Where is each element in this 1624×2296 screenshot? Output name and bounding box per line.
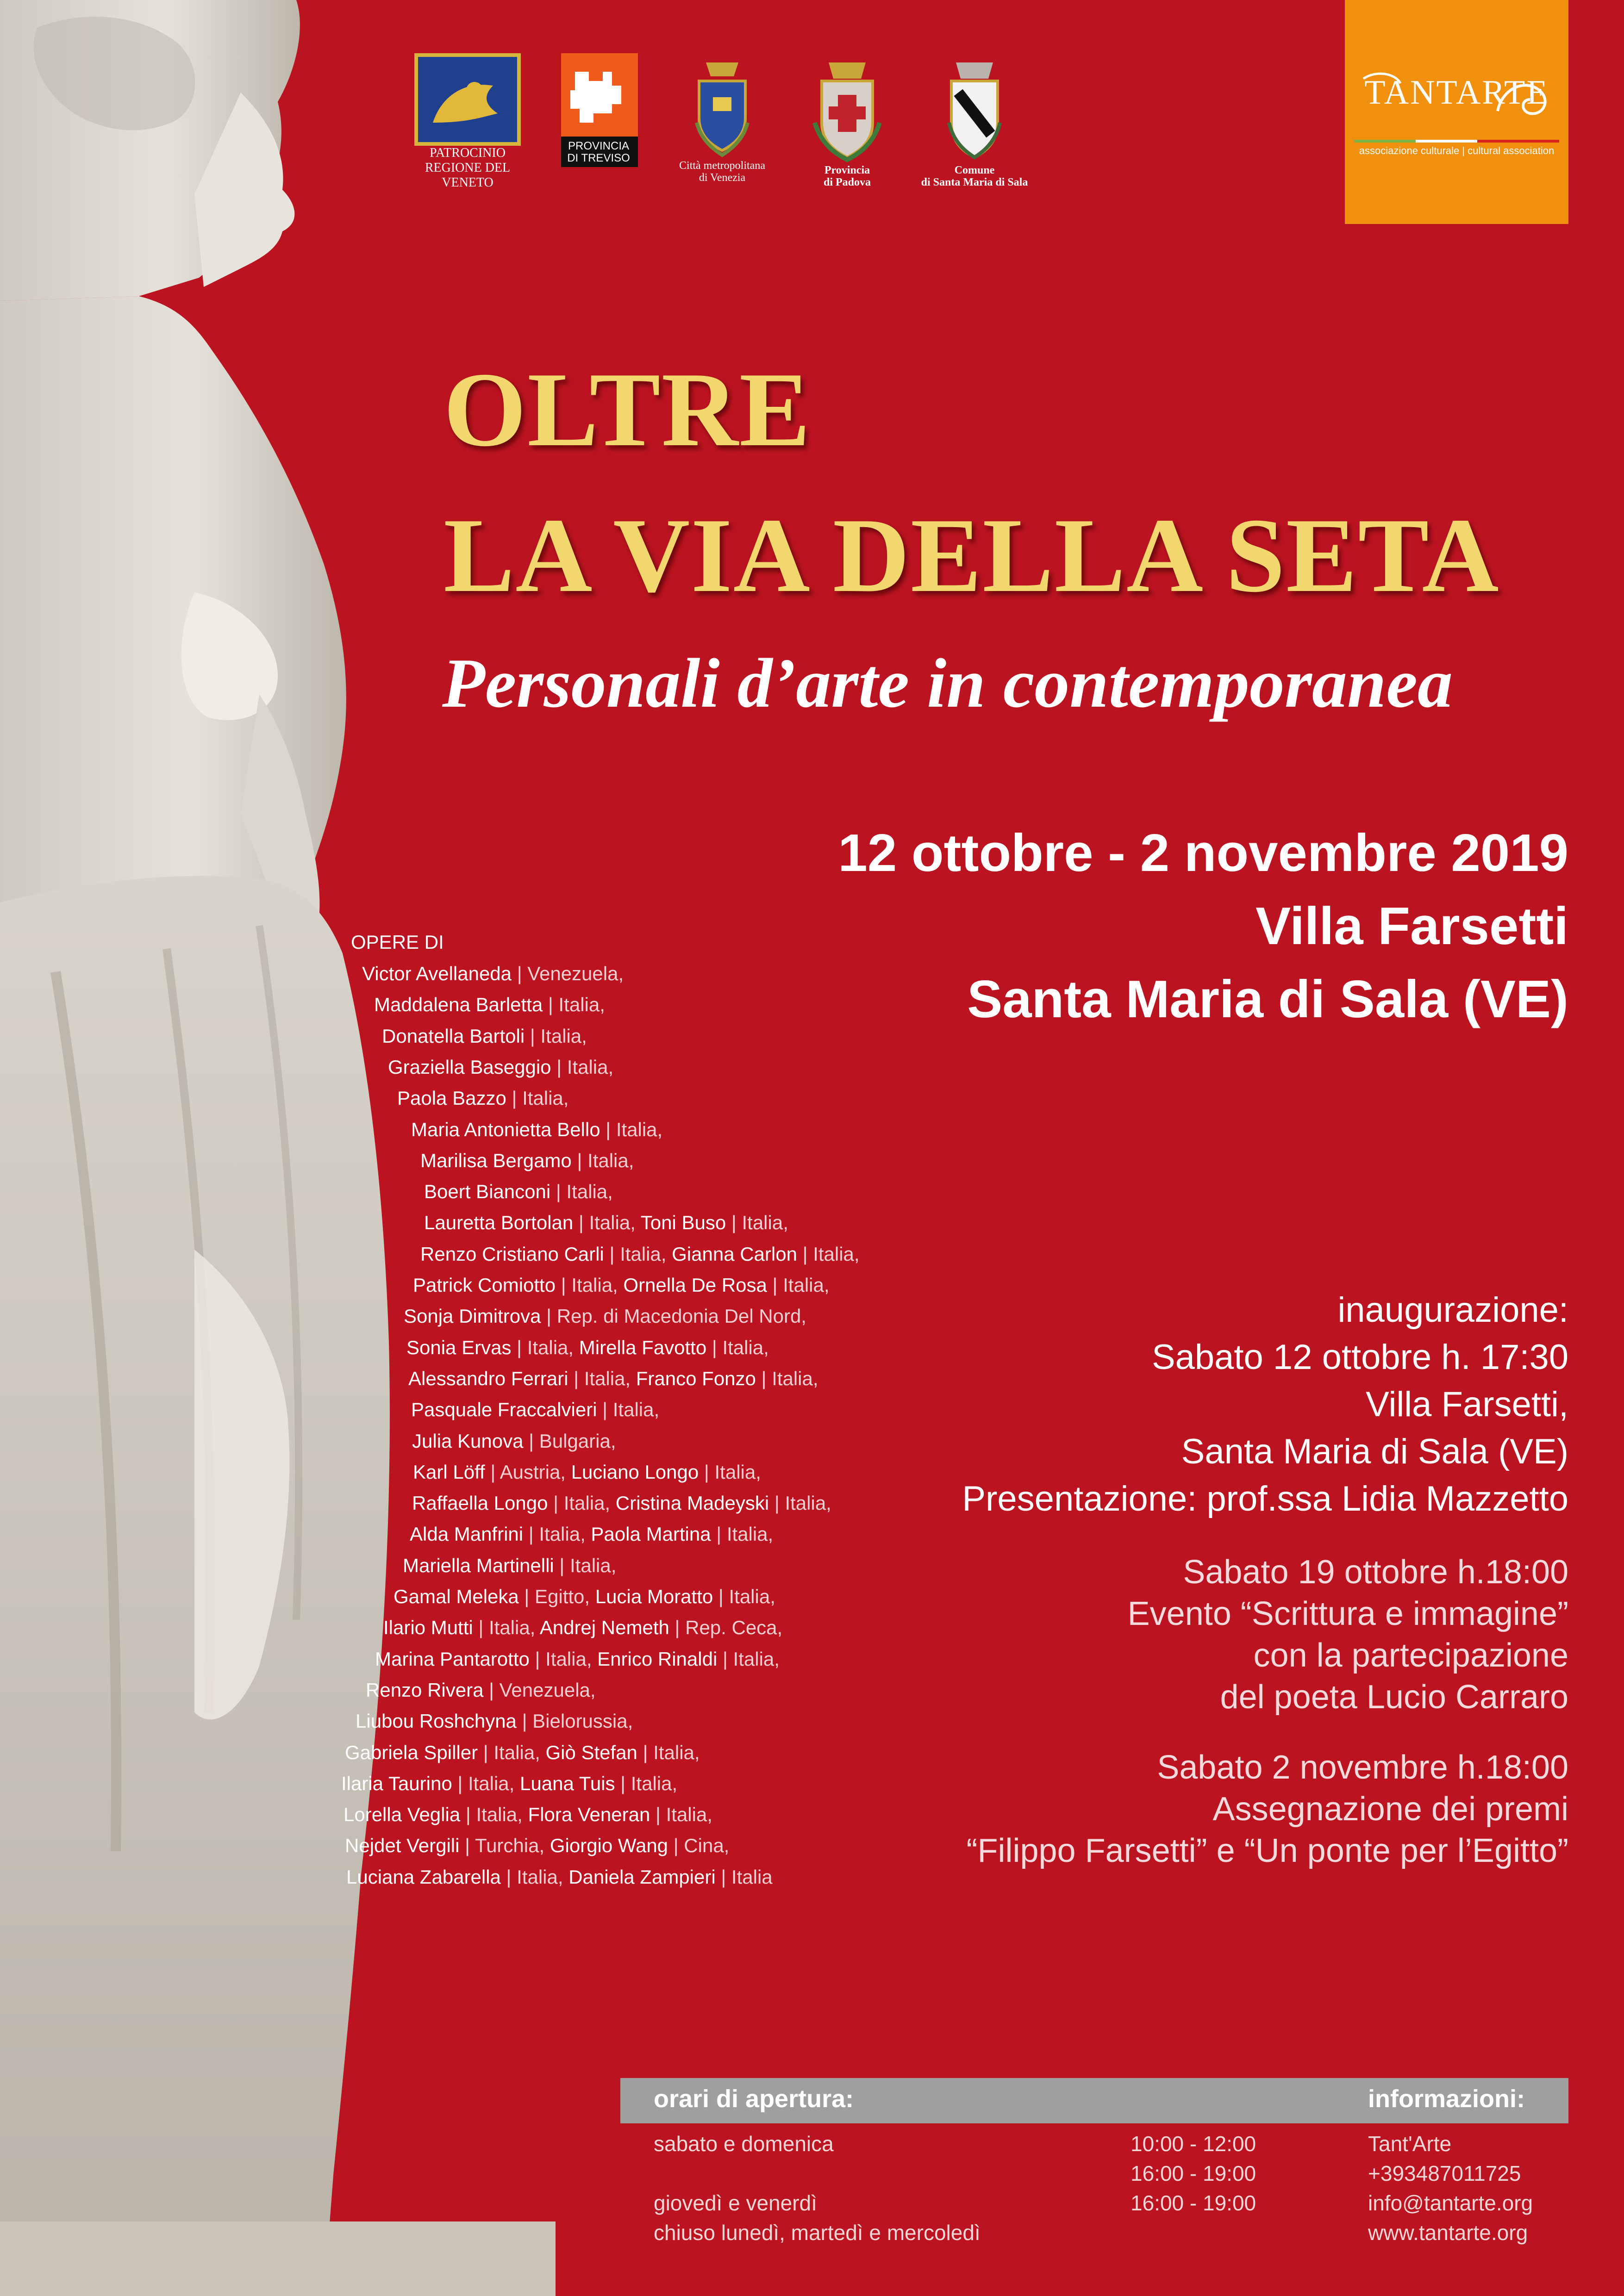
event2-line: Sabato 19 ottobre h.18:00	[1183, 1554, 1568, 1591]
artist-row	[403, 1556, 616, 1576]
artist-row	[411, 1120, 662, 1140]
artist-name: Julia Kunova	[412, 1430, 524, 1452]
artist-row	[375, 1649, 780, 1669]
artist-country: Italia,	[476, 1804, 523, 1825]
artist-row	[420, 1244, 860, 1264]
inauguration-heading: inaugurazione:	[1337, 1290, 1568, 1330]
artist-row	[356, 1711, 633, 1731]
artist-country: Austria,	[500, 1461, 566, 1483]
artist-row	[420, 1151, 634, 1171]
separator: |	[715, 1866, 731, 1888]
artist-country: Italia,	[785, 1492, 831, 1514]
logo-caption: PROVINCIA	[568, 140, 630, 152]
artist-country: Italia,	[733, 1648, 780, 1670]
artist-row	[366, 1680, 596, 1700]
artist-country: Italia,	[666, 1804, 712, 1825]
inauguration-line: Villa Farsetti,	[1366, 1385, 1568, 1424]
info-website[interactable]: www.tantarte.org	[1368, 2221, 1528, 2245]
info-phone: +393487011725	[1368, 2161, 1521, 2185]
artist-name: Flora Veneran	[528, 1804, 650, 1825]
separator: |	[604, 1243, 620, 1265]
artist-name: Daniela Zampieri	[568, 1866, 716, 1888]
artist-name: Lorella Veglia	[344, 1804, 461, 1825]
separator: |	[711, 1523, 727, 1545]
hours-day-line	[654, 2159, 981, 2188]
separator: |	[511, 1337, 527, 1358]
artist-row	[413, 1462, 761, 1482]
tantarte-logo	[1345, 0, 1568, 224]
title-line-2: LA VIA DELLA SETA	[443, 496, 1500, 614]
logo-caption: REGIONE DEL VENETO	[425, 161, 511, 190]
artist-name: Ilario Mutti	[383, 1617, 473, 1638]
event-dates: 12 ottobre - 2 novembre 2019	[838, 824, 1568, 883]
logo-caption: di Santa Maria di Sala	[921, 176, 1028, 188]
artist-name: Marilisa Bergamo	[420, 1150, 572, 1171]
artist-name: Lauretta Bortolan	[424, 1212, 574, 1233]
artist-country: Bielorussia,	[532, 1710, 633, 1732]
artist-country: Italia,	[570, 1555, 617, 1576]
logo-comune-santa-maria-di-sala	[914, 53, 1035, 188]
artist-row	[345, 1742, 700, 1763]
artist-country: Italia,	[589, 1212, 636, 1233]
artist-name: Giorgio Wang	[550, 1835, 668, 1856]
artist-row	[408, 1369, 818, 1389]
artist-name: Patrick Comiotto	[413, 1274, 556, 1296]
artist-name: Gamal Meleka	[394, 1586, 519, 1607]
artist-country: Venezuela,	[527, 963, 624, 984]
separator: |	[756, 1368, 772, 1389]
winged-lion-icon	[414, 53, 521, 146]
event2-line: Evento “Scrittura e immagine”	[1127, 1595, 1568, 1632]
separator: |	[548, 1492, 564, 1514]
artists-heading: OPERE DI	[351, 931, 444, 953]
artist-row	[394, 1587, 775, 1607]
artist-country: Italia,	[612, 1399, 660, 1420]
logo-caption: di Padova	[823, 176, 871, 188]
separator: |	[512, 963, 528, 984]
artist-country: Italia,	[653, 1742, 700, 1763]
tantarte-tagline: associazione culturale | cultural association	[1359, 145, 1555, 156]
artist-name: Boert Bianconi	[424, 1181, 551, 1202]
artist-name: Pasquale Fraccalvieri	[411, 1399, 597, 1420]
artist-name: Renzo Rivera	[366, 1679, 484, 1701]
artist-row	[362, 964, 624, 984]
event3-line: “Filippo Farsetti” e “Un ponte per l’Egitto”	[966, 1832, 1568, 1869]
artist-country: Italia,	[545, 1648, 592, 1670]
hours-time-line: 16:00 - 19:00	[1131, 2191, 1256, 2215]
artist-country: Italia,	[726, 1523, 774, 1545]
artist-row	[344, 1804, 712, 1825]
artist-row	[413, 1275, 830, 1295]
event2-line: del poeta Lucio Carraro	[1220, 1679, 1568, 1716]
separator: |	[726, 1212, 742, 1233]
separator: |	[460, 1804, 476, 1825]
artist-row	[346, 1867, 773, 1887]
hours-days	[654, 2129, 981, 2247]
logo-caption: Città metropolitana	[679, 160, 765, 172]
artist-row	[388, 1057, 613, 1077]
artist-country: Egitto,	[535, 1586, 590, 1607]
artist-country: Italia,	[540, 1025, 587, 1047]
artist-name: Luciano Longo	[571, 1461, 699, 1483]
artist-country: Italia,	[493, 1742, 540, 1763]
tantarte-name: TANTARTE	[1364, 74, 1549, 112]
artist-country: Italia,	[468, 1773, 515, 1794]
artist-country: Italia,	[567, 1056, 614, 1078]
title-line-1: OLTRE	[443, 350, 812, 468]
separator: |	[500, 1866, 517, 1888]
event-town: Santa Maria di Sala (VE)	[967, 970, 1568, 1029]
artist-row	[412, 1431, 616, 1451]
artist-name: Donatella Bartoli	[382, 1025, 525, 1047]
santa-maria-crest-icon	[937, 53, 1012, 164]
inauguration-line: Presentazione: prof.ssa Lidia Mazzetto	[962, 1479, 1568, 1518]
separator: |	[525, 1025, 541, 1047]
tantarte-stripe	[1354, 140, 1559, 143]
separator: |	[459, 1835, 475, 1856]
artist-name: Karl Löff	[413, 1461, 485, 1483]
artist-row	[383, 1618, 782, 1638]
artist-country: Italia,	[488, 1617, 536, 1638]
hours-day-line: chiuso lunedì, martedì e mercoledì	[654, 2221, 981, 2245]
hours-day-line: giovedì e venerdì	[654, 2191, 817, 2215]
separator: |	[551, 1056, 567, 1078]
artist-row	[424, 1182, 613, 1202]
artist-name: Maria Antonietta Bello	[411, 1119, 600, 1140]
event3-line: Assegnazione dei premi	[1212, 1791, 1568, 1828]
separator: |	[523, 1430, 539, 1452]
artist-name: Graziella Baseggio	[388, 1056, 551, 1078]
separator: |	[473, 1617, 489, 1638]
artist-name: Giò Stefan	[545, 1742, 637, 1763]
artist-country: Italia,	[772, 1368, 818, 1389]
separator: |	[597, 1399, 613, 1420]
inauguration-line: Sabato 12 ottobre h. 17:30	[1151, 1338, 1568, 1377]
inauguration-line: Santa Maria di Sala (VE)	[1181, 1432, 1568, 1471]
artist-name: Maddalena Barletta	[374, 994, 543, 1015]
separator: |	[506, 1087, 523, 1109]
separator: |	[568, 1368, 584, 1389]
artist-row	[406, 1338, 769, 1358]
program-block	[962, 1287, 1568, 1872]
artist-country: Italia	[731, 1866, 773, 1888]
artist-country: Bulgaria,	[539, 1430, 616, 1452]
artist-name: Paola Martina	[591, 1523, 711, 1545]
separator: |	[543, 994, 559, 1015]
artist-name: Franco Fonzo	[636, 1368, 756, 1389]
venezia-crest-icon	[687, 53, 757, 160]
artist-name: Alessandro Ferrari	[408, 1368, 568, 1389]
artist-country: Italia,	[517, 1866, 563, 1888]
artist-country: Italia,	[584, 1368, 631, 1389]
separator: |	[713, 1586, 729, 1607]
artist-country: Italia,	[539, 1523, 586, 1545]
statue-image	[0, 0, 602, 2296]
artist-country: Italia,	[620, 1243, 667, 1265]
artist-name: Nejdet Vergili	[345, 1835, 460, 1856]
separator: |	[529, 1648, 546, 1670]
artist-name: Mariella Martinelli	[403, 1555, 554, 1576]
artist-name: Paola Bazzo	[397, 1087, 506, 1109]
logo-provincia-padova	[796, 53, 898, 188]
artist-country: Cina,	[684, 1835, 730, 1856]
logo-provincia-treviso	[560, 53, 639, 167]
artist-country: Rep. di Macedonia Del Nord,	[556, 1305, 806, 1327]
logo-caption: DI TREVISO	[567, 152, 630, 164]
hours-title: orari di apertura:	[654, 2085, 854, 2113]
separator: |	[452, 1773, 468, 1794]
artist-country: Italia,	[742, 1212, 788, 1233]
artist-row	[411, 1400, 659, 1420]
separator: |	[550, 1181, 567, 1202]
artist-country: Italia,	[527, 1337, 574, 1358]
artist-row	[410, 1524, 773, 1544]
artist-country: Italia,	[714, 1461, 761, 1483]
separator: |	[706, 1337, 723, 1358]
artist-row	[345, 1836, 729, 1856]
event-venue: Villa Farsetti	[1255, 897, 1568, 956]
event-dates-block	[838, 817, 1568, 1036]
separator: |	[668, 1835, 684, 1856]
info-line: Tant'Arte	[1368, 2132, 1452, 2156]
artist-row	[412, 1493, 831, 1513]
separator: |	[669, 1617, 686, 1638]
logo-caption: Comune	[954, 164, 995, 176]
artist-country: Italia,	[813, 1243, 860, 1265]
artist-name: Luana Tuis	[520, 1773, 615, 1794]
logo-caption: Provincia	[824, 164, 870, 176]
logo-caption: di Venezia	[699, 172, 746, 184]
artist-country: Italia,	[631, 1773, 678, 1794]
artist-name: Ilaria Taurino	[341, 1773, 452, 1794]
hours-day-line: sabato e domenica	[654, 2132, 834, 2156]
artist-country: Italia,	[522, 1087, 569, 1109]
separator: |	[769, 1492, 785, 1514]
separator: |	[650, 1804, 666, 1825]
artist-row	[382, 1026, 587, 1046]
event3-line: Sabato 2 novembre h.18:00	[1157, 1749, 1568, 1786]
separator: |	[478, 1742, 494, 1763]
separator: |	[615, 1773, 631, 1794]
separator: |	[637, 1742, 654, 1763]
artist-row	[404, 1306, 806, 1326]
separator: |	[518, 1586, 535, 1607]
separator: |	[571, 1150, 588, 1171]
artist-country: Italia,	[566, 1181, 613, 1202]
separator: |	[600, 1119, 616, 1140]
event2-line: con la partecipazione	[1253, 1637, 1568, 1674]
logo-citta-venezia	[667, 53, 778, 184]
logo-caption: PATROCINIO	[430, 146, 506, 160]
artist-row	[341, 1773, 677, 1794]
artist-name: Victor Avellaneda	[362, 963, 512, 984]
separator: |	[699, 1461, 715, 1483]
artist-name: Renzo Cristiano Carli	[420, 1243, 604, 1265]
artist-name: Marina Pantarotto	[375, 1648, 530, 1670]
separator: |	[717, 1648, 733, 1670]
info-title: informazioni:	[1368, 2085, 1525, 2113]
separator: |	[797, 1243, 813, 1265]
artist-country: Italia,	[558, 994, 605, 1015]
artist-country: Italia,	[571, 1274, 618, 1296]
artist-row	[424, 1213, 788, 1233]
hours-time-line: 10:00 - 12:00	[1131, 2132, 1256, 2156]
artist-country: Italia,	[783, 1274, 830, 1296]
info-block	[1368, 2129, 1533, 2247]
separator: |	[485, 1461, 500, 1483]
hours-times	[1131, 2129, 1256, 2218]
artist-country: Turchia,	[475, 1835, 545, 1856]
artist-country: Italia,	[563, 1492, 611, 1514]
artist-name: Luciana Zabarella	[346, 1866, 501, 1888]
artist-row	[397, 1088, 568, 1108]
separator: |	[483, 1679, 500, 1701]
artist-row	[374, 995, 605, 1015]
artist-country: Italia,	[729, 1586, 775, 1607]
artist-name: Cristina Madeyski	[615, 1492, 769, 1514]
separator: |	[516, 1710, 533, 1732]
artist-country: Rep. Ceca,	[685, 1617, 783, 1638]
artist-name: Lucia Moratto	[595, 1586, 713, 1607]
hours-time-line: 16:00 - 19:00	[1131, 2161, 1256, 2185]
separator: |	[767, 1274, 783, 1296]
artist-name: Andrej Nemeth	[539, 1617, 669, 1638]
artist-name: Raffaella Longo	[412, 1492, 548, 1514]
artist-name: Gabriela Spiller	[345, 1742, 478, 1763]
artist-name: Liubou Roshchyna	[356, 1710, 517, 1732]
artist-country: Italia,	[587, 1150, 634, 1171]
logo-regione-veneto	[398, 53, 537, 190]
artist-name: Enrico Rinaldi	[597, 1648, 718, 1670]
artist-name: Sonja Dimitrova	[404, 1305, 541, 1327]
artist-name: Toni Buso	[640, 1212, 726, 1233]
artist-name: Sonia Ervas	[406, 1337, 512, 1358]
artist-name: Alda Manfrini	[410, 1523, 524, 1545]
artist-country: Venezuela,	[499, 1679, 596, 1701]
separator: |	[523, 1523, 539, 1545]
separator: |	[556, 1274, 572, 1296]
padova-crest-icon	[806, 53, 889, 164]
subtitle: Personali d’arte in contemporanea	[442, 644, 1453, 722]
separator: |	[573, 1212, 589, 1233]
artist-name: Ornella De Rosa	[623, 1274, 767, 1296]
artist-name: Mirella Favotto	[579, 1337, 707, 1358]
separator: |	[554, 1555, 570, 1576]
artist-country: Italia,	[616, 1119, 663, 1140]
info-email[interactable]: info@tantarte.org	[1368, 2191, 1533, 2215]
separator: |	[541, 1305, 557, 1327]
artist-country: Italia,	[722, 1337, 769, 1358]
artist-name: Gianna Carlon	[672, 1243, 797, 1265]
